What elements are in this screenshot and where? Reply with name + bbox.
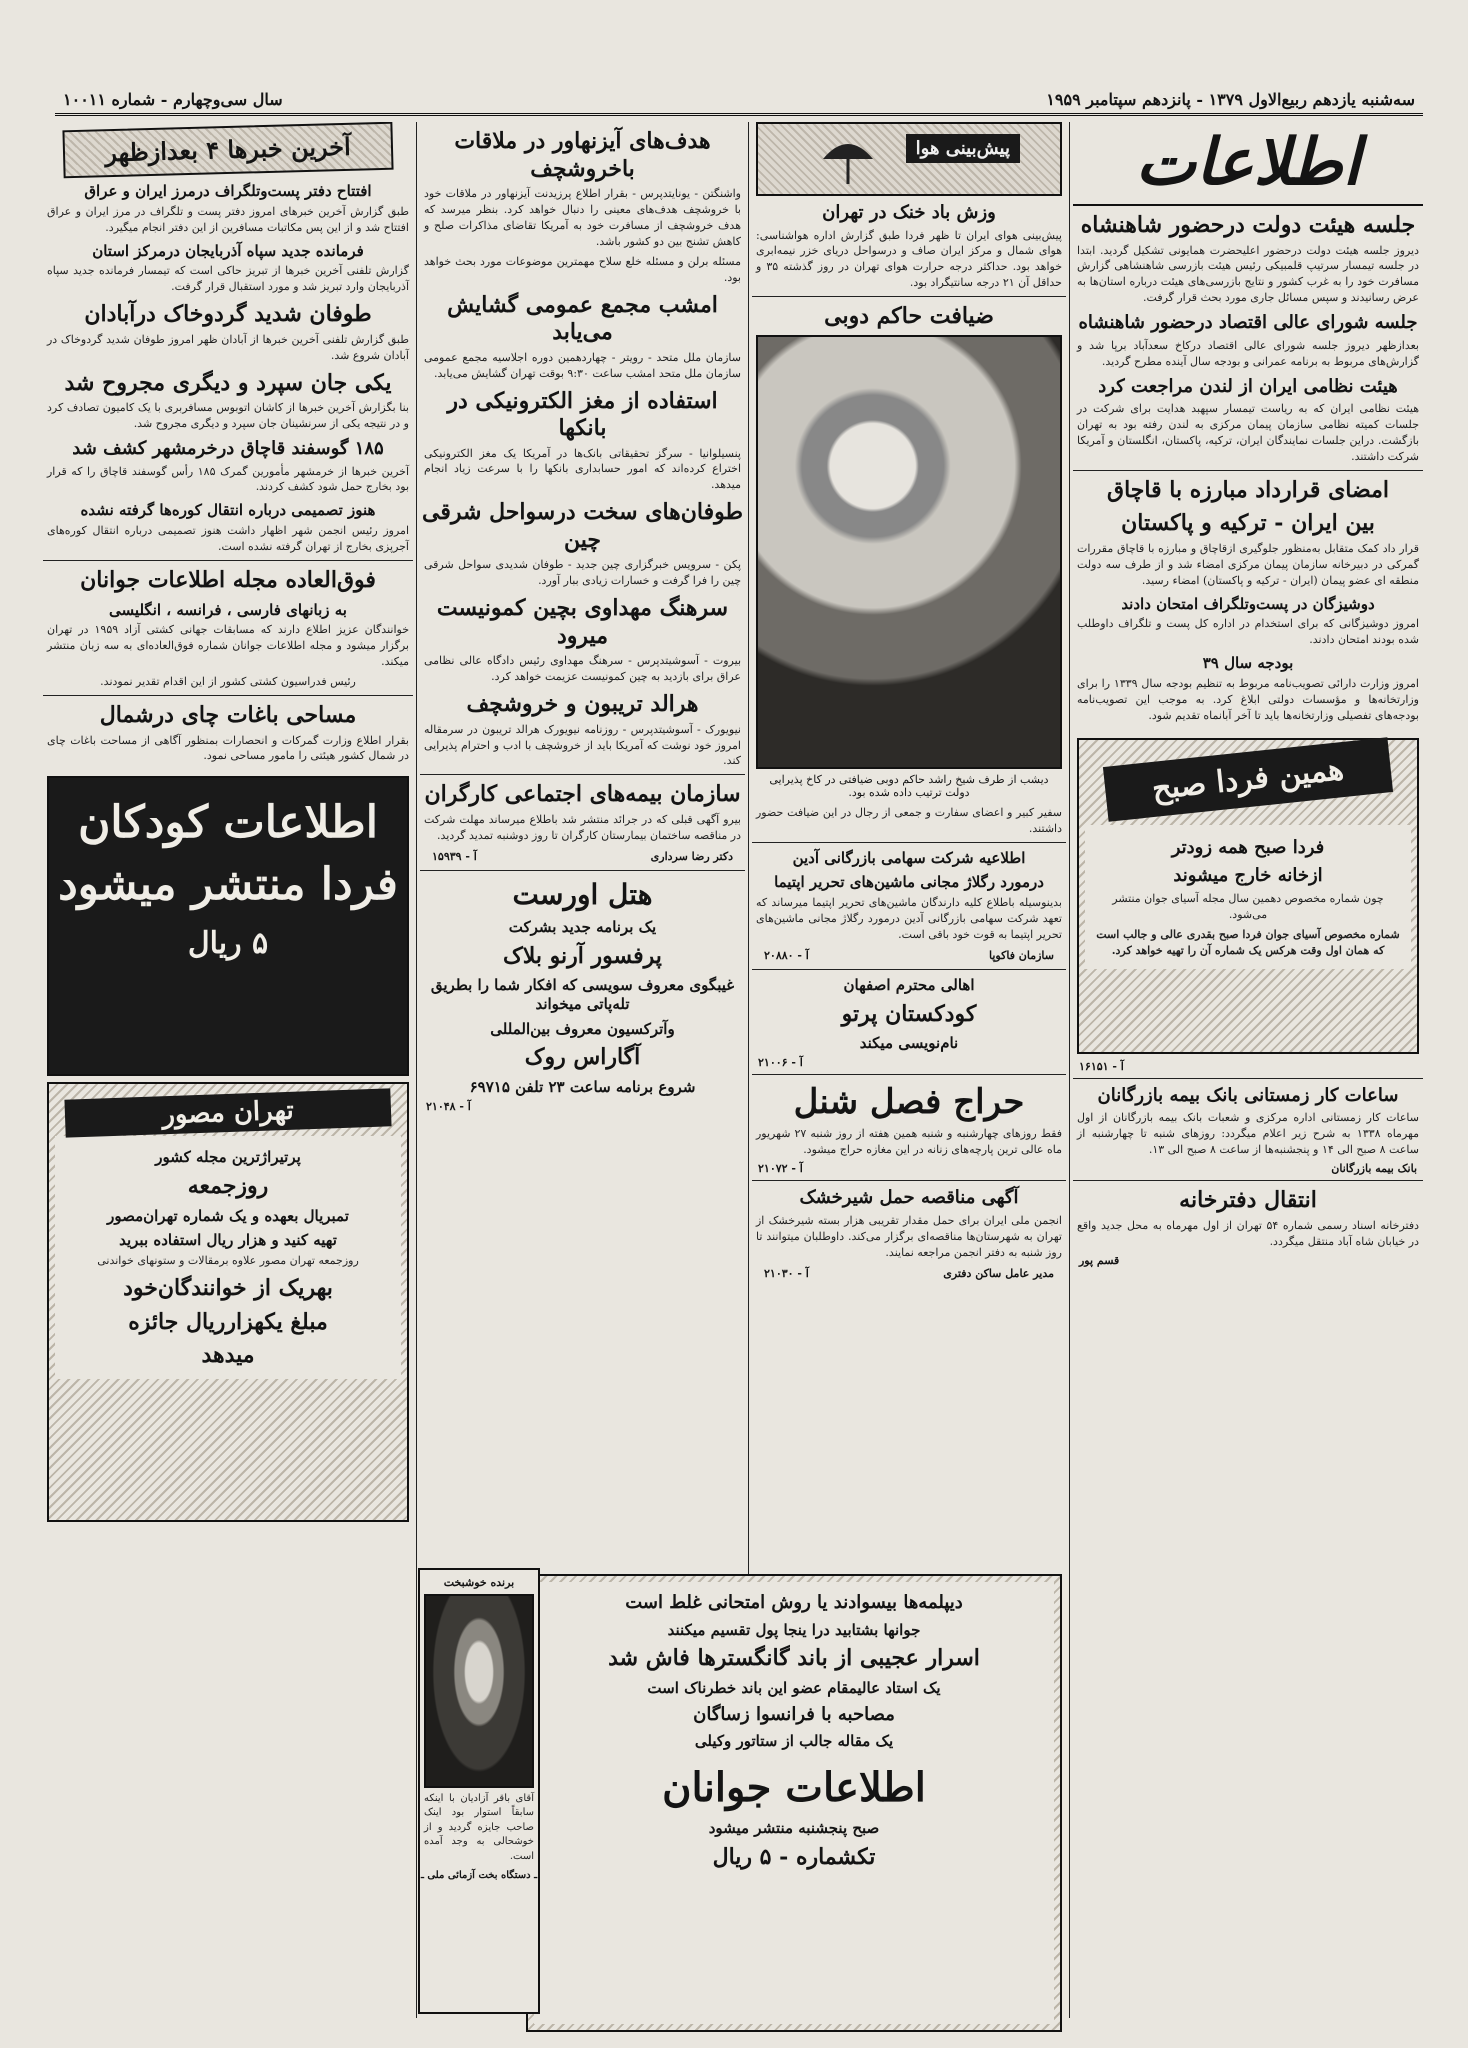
winner-caption: آقای باقر آزادیان با اینکه سابقاً استوار بود اینک صاحب جایزه گردید و از خوشحالی به وجد آمده است. — [424, 1792, 534, 1862]
headline: به زبانهای فارسی ، فرانسه ، انگلیسی — [109, 600, 347, 619]
divider — [752, 1180, 1066, 1181]
article-body: سازمان ملل متحد - رویتر - چهاردهمین دوره اجلاسیه مجمع عمومی سازمان ملل متحد امشب ساعت ۹:۳۰ بوقت تهران گشایش می‌یابد. — [424, 350, 741, 380]
winner-label: برنده خوشبخت — [443, 1576, 515, 1589]
ad-headline: دیپلمه‌ها بیسوادند یا روش امتحانی غلط است — [625, 1592, 963, 1613]
divider — [752, 969, 1066, 970]
headline: بین ایران - ترکیه و پاکستان — [1121, 510, 1375, 537]
headline: امشب مجمع عمومی گشایش می‌یابد — [447, 291, 718, 346]
headline: اهالی محترم اصفهان — [843, 975, 975, 994]
hotel-ad-line: شروع برنامه ساعت ۲۳ تلفن ۶۹۷۱۵ — [469, 1077, 696, 1096]
ad-headline: مصاحبه با فرانسوا زساگان — [693, 1703, 895, 1725]
article-body: واشنگتن - یونایتدپرس - بقرار اطلاع پرزیدنت آیزنهاور در ملاقات خود با خروشچف هدف‌های معینی را دنبال خواهد کرد. بنظر میرسد که هدف خروشچف از مسافرت خود به آمریکا تقاضای مذاکرات صلح و کاهش تشنج بین دو کشور باشد. — [424, 187, 741, 248]
article-body: طبق گزارش آخرین خبرهای امروز دفتر پست و تلگراف در مرز ایران و عراق افتتاح شد و از این پس مکاتبات مسافرین از این دفتر انجام میگیرد. — [47, 204, 409, 234]
umbrella-icon — [818, 129, 878, 189]
signature: بانک بیمه بازرگانان — [1331, 1162, 1417, 1176]
article-body: بیرو آگهی قبلی که در جرائد منتشر شد باطلاع میرساند مهلت شرکت در مناقصه ساختمان بیمارستان کارگران تا روز دوشنبه تمدید گردید. — [424, 812, 741, 842]
headline: دوشیزگان در پست‌وتلگراف امتحان دادند — [1121, 594, 1375, 613]
ad-headline: یک استاد عالیمقام عضو این باند خطرناک است — [647, 1678, 941, 1697]
article-body: بقرار اطلاع وزارت گمرکات و انحصارات بمنظور آگاهی از مساحت باغات چای در شمال کشور هیئتی را مامور مساحی نمود. — [47, 733, 409, 763]
article-body: فقط روزهای چهارشنبه و شنبه همین هفته از روز شنبه ۲۷ شهریور ماه عالی ترین پارچه‌های زنانه در این مغازه حراج میشود. — [756, 1127, 1062, 1157]
article-body: دیروز جلسه هیئت دولت درحضور اعلیحضرت همایونی تشکیل گردید. ابتدا در جلسه تیمسار سرتیپ قلمبیکی رئیس هیئت بازرسی شاهنشاهی گزارش مسافرت خود را به غرب کشور و نتایج بازرسی‌های هیئت درباره استان‌ها به عرض رسانیدند و سپس مسائل جاری مورد بحث قرار گرفت. — [1077, 243, 1419, 305]
article-body: پنسیلوانیا - سرگز تحقیقاتی بانک‌ها در آمریکا یک مغز الکترونیکی اختراع کرده‌اند که امور حسابداری بانکها را با سرعت زیاد انجام میدهد. — [424, 446, 741, 492]
ad-line: تهیه کنید و هزار ریال استفاده ببرید — [119, 1231, 337, 1250]
ad-code: آ - ۲۱۰۴۸ — [426, 1099, 471, 1113]
ad-tehran-mosavar — [47, 1082, 409, 1522]
hotel-ad-line: آگاراس روک — [524, 1044, 641, 1071]
divider — [1073, 1180, 1423, 1181]
ad-code: آ - ۱۵۹۳۹ — [432, 849, 477, 863]
article-body: طبق گزارش تلفنی آخرین خبرها از آبادان ظهر امروز طوفان شدید گردوخاک در آبادان شروع شد. — [47, 332, 409, 362]
cartoon-banner: پیش‌بینی هوا — [906, 134, 1020, 163]
headline: هنوز تصمیمی درباره انتقال کوره‌ها گرفته نشده — [80, 501, 376, 520]
date-line: سه‌شنبه یازدهم ربیع‌الاول ۱۳۷۹ - پانزدهم سپتامبر ۱۹۵۹ — [1046, 90, 1415, 109]
headline: ساعات کار زمستانی بانک بیمه بازرگانان — [1097, 1084, 1399, 1106]
article-body: پیش‌بینی هوای ایران تا ظهر فردا طبق گزارش اداره هواشناسی: هوای شمال و مرکز ایران صاف و درسواحل دریای خزر نیمه‌ابری خواهد بود. حداکثر درجه حرارت هوای تهران در روز گذشته ۳۵ و حداقل آن ۲۱ درجه سانتیگراد بود. — [756, 228, 1062, 290]
divider — [752, 842, 1066, 843]
headline: نام‌نویسی میکند — [859, 1034, 959, 1053]
article-body: قرار داد کمک متقابل به‌منظور جلوگیری ازقاچاق و مبارزه با قاچاق مقررات گمرکی در دبیرخانه سازمان پیمان مرکزی امضاء شد و از طرف سه دولت منطقه ای عضو پیمان (ایران - ترکیه و پاکستان) امضاء رسید. — [1077, 541, 1419, 587]
ad-text: شماره مخصوص آسیای جوان فردا صبح بقدری عالی و جالب است که همان اول وقت هرکس یک شماره آن را تهیه خواهد کرد. — [1096, 927, 1400, 957]
article-body: آخرین خبرها از خرمشهر مأمورین گمرک ۱۸۵ رأس گوسفند قاچاق را که قرار بود بخارج حمل شود کشف کردند. — [47, 464, 409, 494]
headline: مساحی باغات چای درشمال — [99, 702, 357, 728]
divider — [1073, 470, 1423, 471]
headline: هیئت نظامی ایران از لندن مراجعت کرد — [1098, 375, 1398, 397]
article-body: رئیس فدراسیون کشتی کشور از این اقدام تقدیر نمودند. — [100, 675, 356, 689]
headline: افتتاح دفتر پست‌وتلگراف درمرز ایران و عراق — [84, 182, 372, 200]
hotel-ad-title: هتل اورست — [512, 877, 653, 911]
ad-line: فردا منتشر میشود — [58, 858, 398, 910]
headline: درمورد رگلاژ مجانی ماشین‌های تحریر اپتیما — [774, 873, 1044, 892]
ad-code: آ - ۲۱۰۰۶ — [758, 1055, 803, 1069]
hotel-ad-line: غیبگوی معروف سویسی که افکار شما را بطریق تله‌پاتی میخواند — [430, 976, 735, 1013]
headline: ۱۸۵ گوسفند قاچاق درخرمشهر کشف شد — [72, 438, 384, 459]
hotel-ad-line: وآترکسیون معروف بین‌المللی — [490, 1019, 675, 1038]
column-4 — [43, 122, 413, 2018]
divider — [43, 560, 413, 561]
ad-text: چون شماره مخصوص دهمین سال مجله آسیای جوان منتشر می‌شود. — [1112, 891, 1384, 921]
article-body: امروز دوشیزگانی که برای استخدام در اداره کل پست و تلگراف داوطلب شده بودند امتحان دادند. — [1077, 617, 1419, 647]
ad-title: اطلاعات جوانان — [662, 1763, 926, 1811]
ad-line: اطلاعات کودکان — [78, 797, 378, 849]
headline: بودجه سال ۳۹ — [1202, 654, 1294, 673]
divider — [420, 870, 745, 871]
headline: حراج فصل شنل — [793, 1081, 1025, 1122]
ad-line: تمبریال بعهده و یک شماره تهران‌مصور — [107, 1206, 349, 1225]
ad-banner: تهران مصور — [64, 1089, 391, 1138]
ad-line: میدهد — [201, 1342, 255, 1369]
ad-text: روزجمعه تهران مصور علاوه برمقالات و ستونهای خواندنی — [97, 1254, 359, 1268]
ad-kids-magazine — [47, 776, 409, 1076]
ad-headline: یک مقاله جالب از ستاتور وکیلی — [694, 1732, 894, 1750]
article-body: گزارش تلفنی آخرین خبرها از تبریز حاکی است که تیمسار فرمانده جدید سپاه آذربایجان وارد تبریز شد و مورد استقبال قرار گرفت. — [47, 264, 409, 294]
signature: دکتر رضا سرداری — [650, 849, 733, 863]
headline: امضای قرارداد مبارزه با قاچاق — [1107, 476, 1389, 503]
ad-line: پرتیراژترین مجله کشور — [155, 1148, 301, 1167]
headline: هدف‌های آیزنهاور در ملاقات باخروشچف — [454, 128, 711, 182]
headline: سازمان بیمه‌های اجتماعی کارگران — [424, 781, 741, 808]
headline: وزش باد خنک در تهران — [822, 202, 996, 223]
column-rule — [416, 122, 417, 2018]
headline: طوفان‌های سخت درسواحل شرقی چین — [421, 499, 743, 553]
ad-tomorrow-morning — [1077, 738, 1419, 1054]
ad-code: آ - ۲۱۰۷۲ — [758, 1162, 803, 1176]
article-body: بنا بگزارش آخرین خبرها از کاشان اتوبوس مسافربری با یک کامیون تصادف کرد و در نتیجه یکی از سرنشینان جان سپرد و دیگری مجروح شد. — [47, 401, 409, 431]
article-body: خوانندگان عزیز اطلاع دارند که مسابقات جهانی کشتی آزاد ۱۹۵۹ در تهران برگزار میشود و مجله اطلاعات جوانان شماره فوق‌العاده‌ای به سه زبان منتشر میکند. — [47, 623, 409, 669]
article-body: سفیر کبیر و اعضای سفارت و جمعی از رجال در این ضیافت حضور داشتند. — [756, 805, 1062, 835]
ad-line: فردا صبح همه زودتر — [1171, 836, 1325, 858]
masthead-logo: اطلاعات — [1073, 122, 1423, 206]
ad-line: بهریک از خوانندگان‌خود — [123, 1275, 333, 1302]
headline: جلسه هیئت دولت درحضور شاهنشاه — [1080, 212, 1416, 238]
signature: مدیر عامل ساکن دفتری — [943, 1266, 1054, 1280]
headline: فوق‌العاده مجله اطلاعات جوانان — [80, 567, 376, 593]
ad-code: آ - ۲۰۸۸۰ — [764, 948, 809, 962]
ad-subtitle: صبح پنجشنبه منتشر میشود — [708, 1818, 880, 1837]
ad-headline: جوانها بشتابید درا ینجا پول تقسیم میکنند — [667, 1620, 921, 1639]
article-body: انجمن ملی ایران برای حمل مقدار تقریبی هزار بسته شیرخشک از تهران به شهرستان‌ها مناقصه‌ای برگزار می‌کند. داوطلبان میتوانند تا روز شنبه به دفتر انجمن مراجعه نمایند. — [756, 1213, 1062, 1259]
article-body: هیئت نظامی ایران که به ریاست تیمسار سپهبد هدایت برای شرکت در جلسات کمیته نظامی سازمان پیمان مرکزی به لندن رفته بود به تهران بازگشت. دراین جلسات نمایندگان ایران، ترکیه، پاکستان، انگلستان و آمریکا شرکت داشتند. — [1077, 402, 1419, 463]
weather-cartoon — [756, 122, 1062, 196]
ad-price: ۵ ریال — [187, 925, 269, 961]
ad-banner: همین فردا صبح — [1103, 737, 1393, 822]
divider — [752, 296, 1066, 297]
headline: هرالد تریبون و خروشچف — [466, 691, 699, 718]
dubai-ruler-photo — [756, 335, 1062, 769]
headline: سرهنگ مهداوی بچین کمونیست میرود — [436, 595, 729, 649]
article-body: پکن - سرویس خبرگزاری چین جدید - طوفان شدیدی سواحل شرقی چین را فرا گرفت و خسارات زیادی ببار آورد. — [424, 558, 741, 588]
divider — [752, 1074, 1066, 1075]
photo-caption: دیشب از طرف شیخ راشد حاکم دوبی ضیافتی در کاخ پذیرایی دولت ترتیب داده شده بود. — [769, 772, 1049, 799]
column-rule — [1069, 122, 1070, 2018]
headline: جلسه شورای عالی اقتصاد درحضور شاهنشاه — [1078, 312, 1418, 334]
headline: ضیافت حاکم دوبی — [824, 303, 994, 330]
latest-news-banner: آخرین خبرها ۴ بعدازظهر — [62, 122, 393, 178]
hotel-ad-line: یک برنامه جدید بشرکت — [508, 917, 657, 936]
article-body: بعدازظهر دیروز جلسه شورای عالی اقتصاد درکاخ سعدآباد برپا شد و گزارش‌های مربوط به برنامه عمرانی و بودجه سال آینده مطرح گردید. — [1077, 338, 1419, 368]
article-body: دفترخانه اسناد رسمی شماره ۵۴ تهران از اول مهرماه به محل جدید واقع در خیابان شاه آباد منتقل میگردد. — [1077, 1218, 1419, 1248]
headline: فرمانده جدید سپاه آذربایجان درمرکز استان — [92, 241, 364, 260]
ad-code: آ - ۱۶۱۵۱ — [1079, 1059, 1124, 1073]
headline: انتقال دفترخانه — [1179, 1187, 1317, 1214]
divider — [420, 774, 745, 775]
ad-line: مبلغ یکهزارریال جائزه — [128, 1308, 328, 1335]
headline: اطلاعیه شرکت سهامی بازرگانی آدین — [792, 848, 1026, 867]
article-body: امروز وزارت دارائی تصویب‌نامه مربوط به تنظیم بودجه سال ۱۳۳۹ را برای وزارتخانه‌ها و مؤسسات دولتی ابلاغ کرد. به موجب این تصویب‌نامه بودجه‌های تفصیلی وزارتخانه‌ها باید تا آخر آبانماه تقدیم شود. — [1077, 677, 1419, 722]
headline: یکی جان سپرد و دیگری مجروح شد — [64, 369, 392, 396]
column-1 — [1073, 122, 1423, 2018]
divider — [43, 695, 413, 696]
divider — [1073, 1078, 1423, 1079]
article-body: نیویورک - آسوشیتدپرس - روزنامه نیویورک هرالد تریبون در سرمقاله امروز خود نوشت که آمریکا باید از خروشچف با ادب و احترام پذیرایی کند. — [424, 722, 741, 768]
signature: سازمان فاکوپا — [989, 948, 1054, 962]
article-body: امروز رئیس انجمن شهر اظهار داشت هنوز تصمیمی درباره انتقال کوره‌های آجرپزی بخارج از تهران گرفته نشده است. — [47, 524, 409, 554]
article-body: بیروت - آسوشیتدپرس - سرهنگ مهداوی رئیس دادگاه عالی نظامی عراق برای بازدید به چین کمونیست عزیمت خواهد کرد. — [424, 654, 741, 684]
ad-line: روزجمعه — [187, 1173, 269, 1200]
article-body: ساعات کار زمستانی اداره مرکزی و شعبات بانک بیمه بازرگانان از اول مهرماه ۱۳۳۸ به شرح زیر اعلام میگردد: روزهای شنبه تا چهارشنبه از ساعت ۸ صبح الی ۱۴ و پنجشنبه‌ها از ساعت ۸ صبح الی ۱۳. — [1077, 1111, 1419, 1157]
ad-headline: اسرار عجیبی از باند گانگسترها فاش شد — [608, 1645, 980, 1672]
hotel-ad-line: پرفسور آرنو بلاک — [503, 942, 662, 969]
headline: استفاده از مغز الکترونیکی در بانکها — [447, 387, 718, 441]
article-body: بدینوسیله باطلاع کلیه دارندگان ماشین‌های تحریر اپتیما میرساند که تعهد شرکت سهامی بازرگانی آدین درمورد رگلاژ مجانی ماشین‌های تحریر اپتیما به قوت خود باقی است. — [756, 896, 1062, 941]
ad-line: ازخانه خارج میشوند — [1173, 865, 1323, 887]
top-dateline-bar — [55, 84, 1423, 116]
headline: آگهی مناقصه حمل شیرخشک — [799, 1187, 1019, 1209]
lottery-winner-box — [418, 1568, 540, 2014]
ad-code: آ - ۲۱۰۳۰ — [764, 1266, 809, 1280]
signature: قسم پور — [1079, 1253, 1120, 1267]
article-body: مسئله برلن و مسئله خلع سلاح مهمترین موضوعات مورد بحث خواهد بود. — [424, 254, 741, 284]
winner-photo — [424, 1594, 534, 1788]
issue-line: سال سی‌وچهارم - شماره ۱۰۰۱۱ — [63, 90, 283, 109]
ad-price: تکشماره - ۵ ریال — [712, 1843, 876, 1870]
headline: طوفان شدید گردوخاک درآبادان — [84, 301, 372, 328]
headline: کودکستان پرتو — [841, 1000, 977, 1027]
winner-sign: ـ دستگاه بخت آزمائی ملی ـ — [420, 1870, 538, 1882]
